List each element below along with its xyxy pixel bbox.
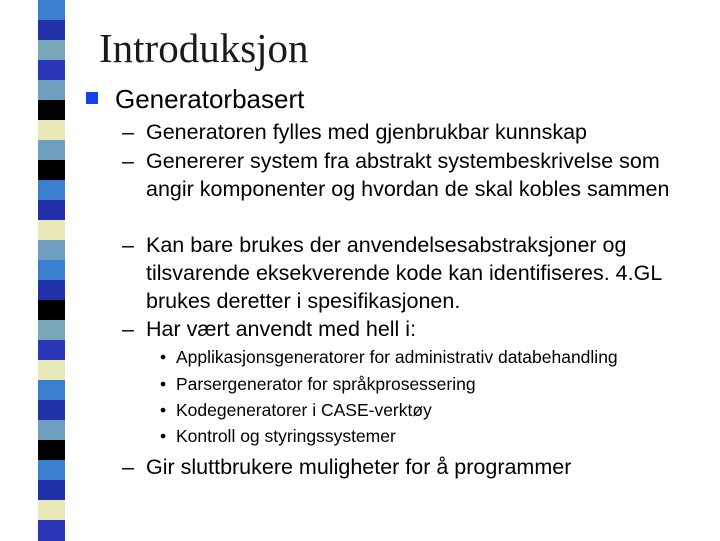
slide-title: Introduksjon	[99, 25, 309, 71]
stripe-block	[38, 440, 65, 461]
stripe-block	[38, 380, 65, 401]
list-item	[122, 118, 692, 146]
list-item	[122, 453, 692, 481]
main-bullet	[85, 84, 304, 115]
stripe-block	[38, 60, 65, 81]
list-item-text: Genererer system fra abstrakt systembeskrivelse som angir komponenter og hvordan de skal kobles sammen	[146, 149, 670, 201]
dash-marker: –	[122, 120, 134, 144]
stripe-block	[38, 300, 65, 321]
stripe-block	[38, 20, 65, 41]
list-item-text: Gir sluttbrukere muligheter for å programmer	[146, 455, 572, 479]
stripe-block	[38, 340, 65, 361]
sub-list-item-text: Kodegeneratorer i CASE-verktøy	[176, 400, 432, 420]
stripe-block	[38, 180, 65, 201]
list-item-text: Kan bare brukes der anvendelsesabstraksjoner og tilsvarende eksekverende kode kan identifiseres. 4.GL brukes deretter i spesifikasjonen.	[146, 233, 662, 313]
dash-marker: –	[122, 317, 134, 341]
stripe-block	[38, 80, 65, 101]
sub-list-item	[160, 400, 432, 421]
stripe-block	[38, 280, 65, 301]
dash-marker: –	[122, 233, 134, 257]
stripe-block	[38, 520, 65, 541]
stripe-block	[38, 0, 65, 21]
decorative-color-stripe	[38, 0, 65, 540]
stripe-block	[38, 200, 65, 221]
stripe-block	[38, 140, 65, 161]
stripe-block	[38, 400, 65, 421]
stripe-block	[38, 260, 65, 281]
sub-list-item	[160, 426, 396, 447]
sub-list-item-text: Kontroll og styringssystemer	[176, 426, 396, 446]
sub-list-item	[160, 347, 618, 368]
stripe-block	[38, 100, 65, 121]
dash-marker: –	[122, 149, 134, 173]
list-item	[122, 231, 692, 315]
sub-list-item-text: Parsergenerator for språkprosessering	[176, 374, 476, 394]
stripe-block	[38, 480, 65, 501]
square-bullet-icon	[86, 92, 98, 104]
stripe-block	[38, 460, 65, 481]
list-item	[122, 147, 692, 203]
bullet-marker: •	[160, 374, 167, 394]
bullet-marker: •	[160, 426, 167, 446]
stripe-block	[38, 160, 65, 181]
stripe-block	[38, 120, 65, 141]
stripe-block	[38, 240, 65, 261]
stripe-block	[38, 40, 65, 61]
stripe-block	[38, 500, 65, 521]
main-bullet-text: Generatorbasert	[115, 84, 305, 114]
sub-list-item	[160, 374, 476, 395]
bullet-marker: •	[160, 347, 167, 367]
stripe-block	[38, 220, 65, 241]
bullet-marker: •	[160, 400, 167, 420]
stripe-block	[38, 360, 65, 381]
list-item-text: Har vært anvendt med hell i:	[146, 317, 417, 341]
stripe-block	[38, 320, 65, 341]
sub-list-item-text: Applikasjonsgeneratorer for administrativ databehandling	[176, 347, 618, 367]
list-item-text: Generatoren fylles med gjenbrukbar kunnskap	[146, 120, 588, 144]
stripe-block	[38, 420, 65, 441]
list-item	[122, 315, 692, 343]
dash-marker: –	[122, 455, 134, 479]
